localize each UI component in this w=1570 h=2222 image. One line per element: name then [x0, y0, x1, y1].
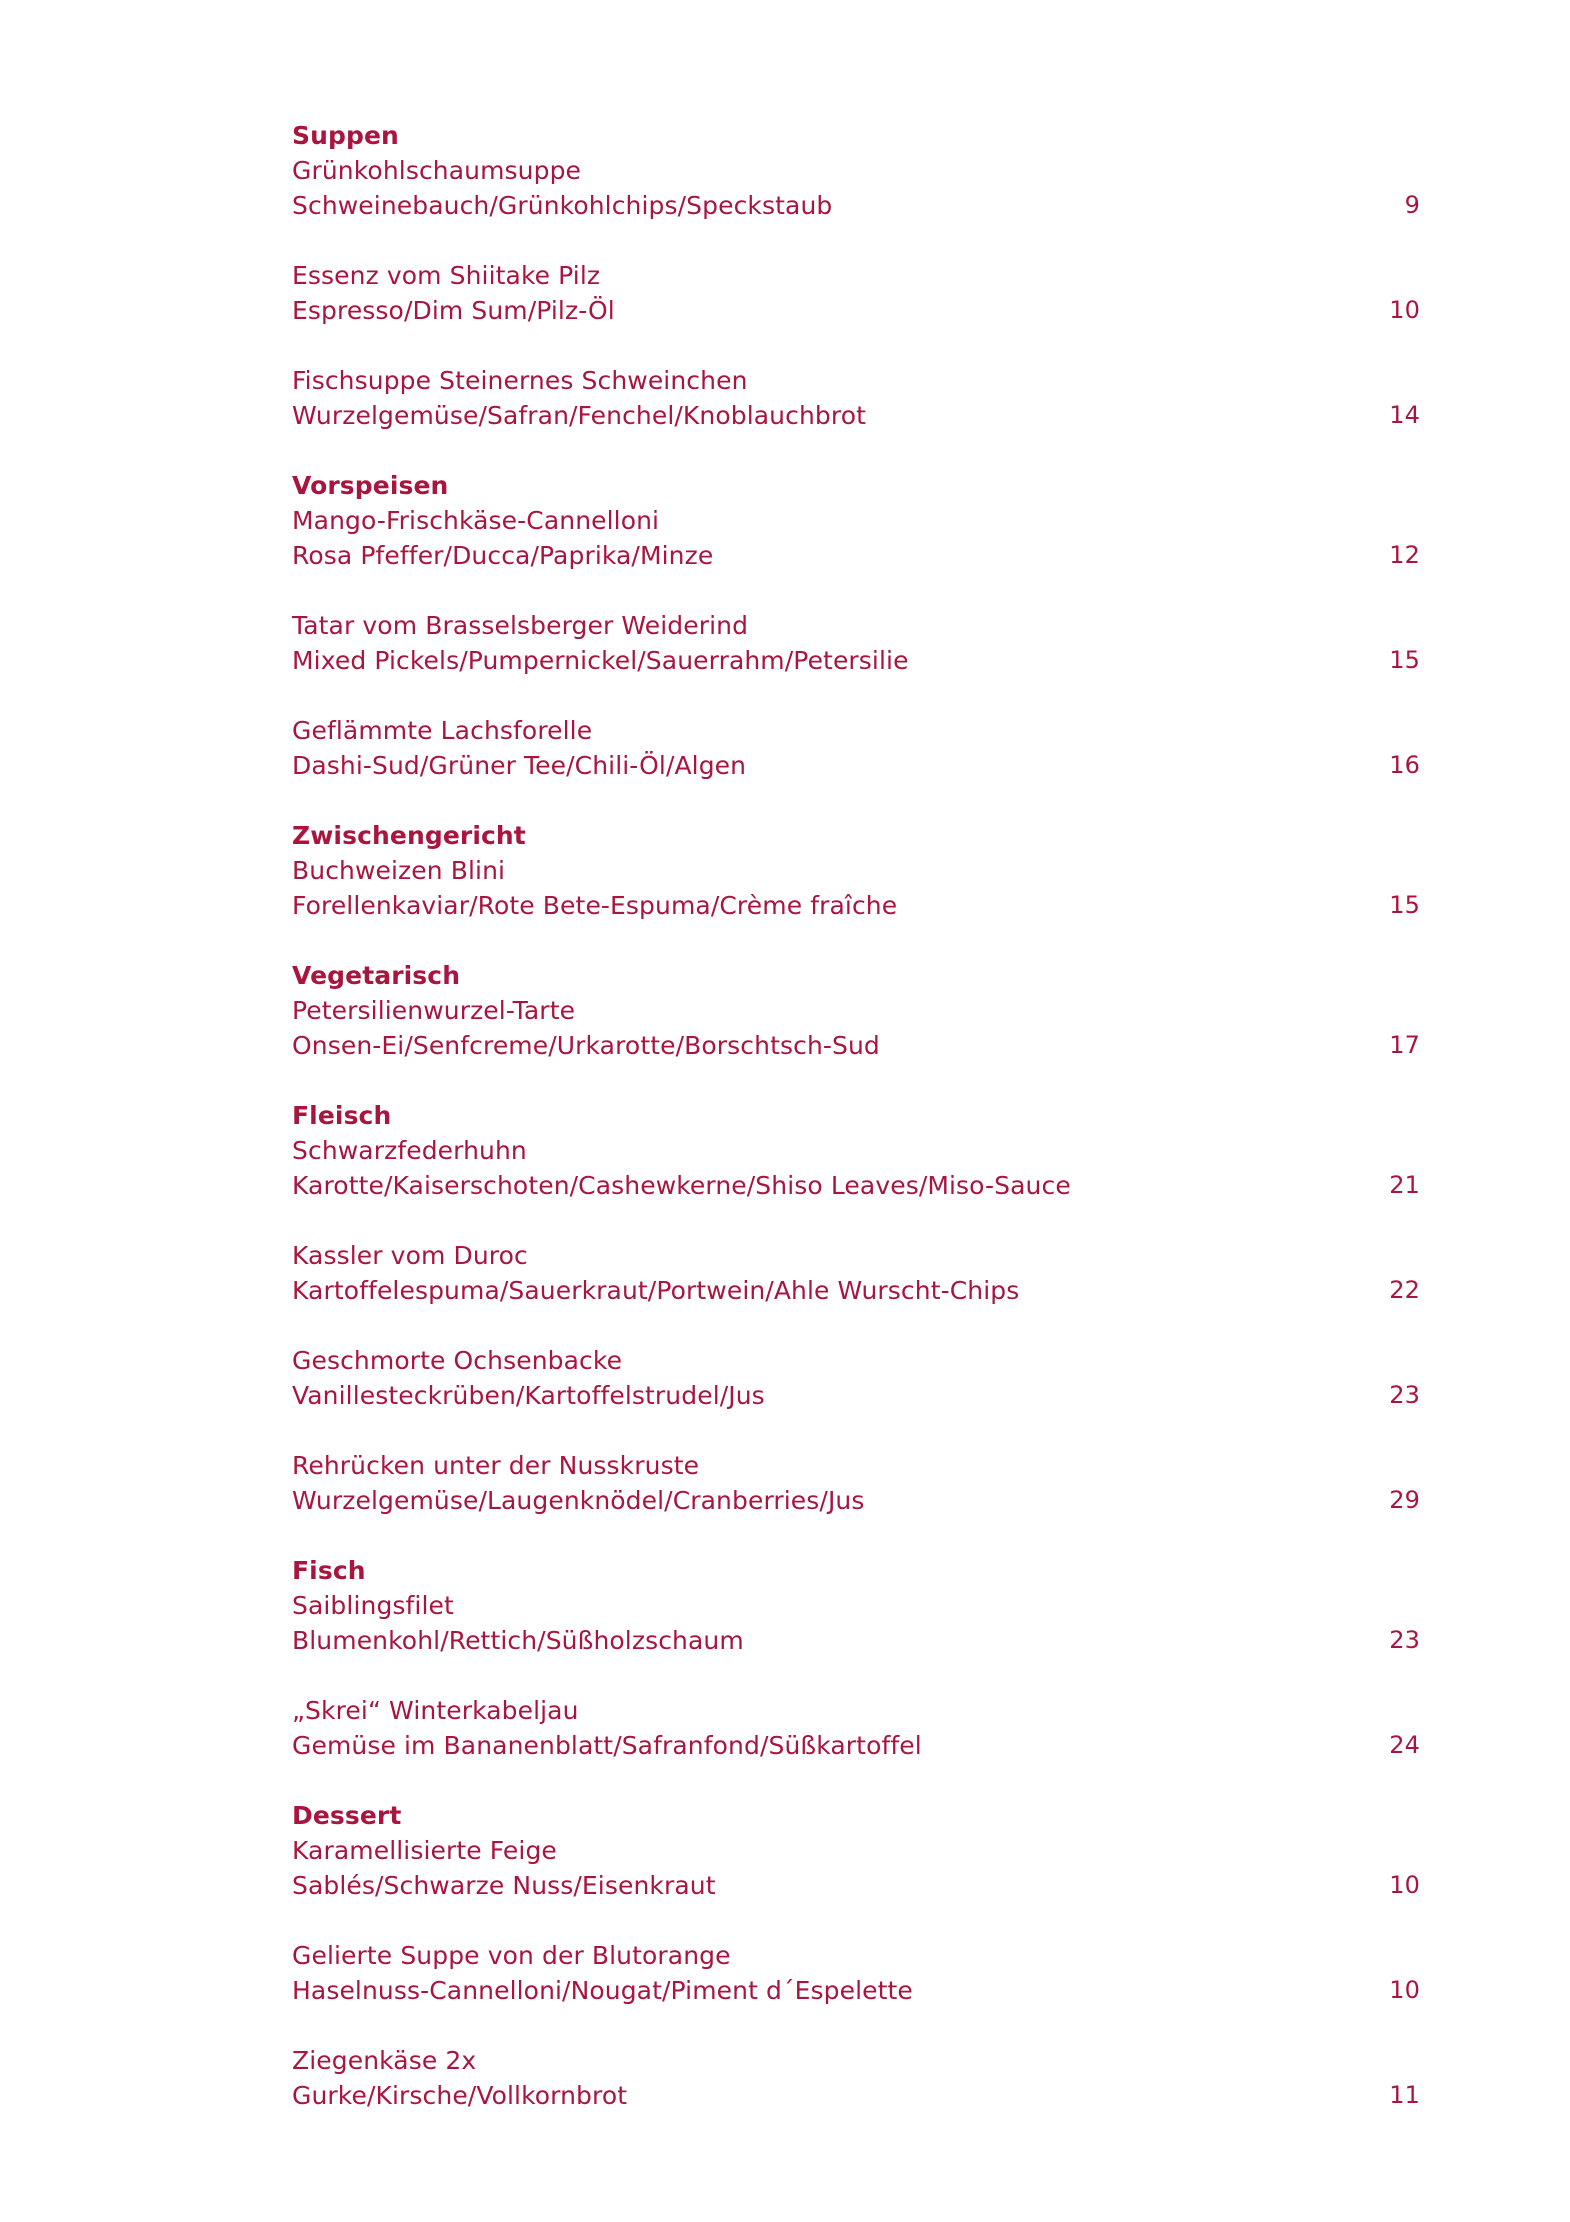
dish — [292, 153, 1420, 223]
menu-section — [292, 1553, 1420, 1763]
section-heading: Vegetarisch — [292, 961, 461, 990]
dish-detail: Espresso/Dim Sum/Pilz-Öl — [292, 296, 615, 325]
menu-section — [292, 1098, 1420, 1518]
dish-detail-row — [292, 1623, 1420, 1658]
dish-detail-row — [292, 1273, 1420, 1308]
section-heading: Fleisch — [292, 1101, 392, 1130]
dish-detail: Wurzelgemüse/Laugenknödel/Cranberries/Jus — [292, 1486, 865, 1515]
dish-detail-row — [292, 748, 1420, 783]
dish-name: „Skrei“ Winterkabeljau — [292, 1696, 579, 1725]
dish — [292, 363, 1420, 433]
dish-price: 21 — [1389, 1171, 1420, 1199]
dish-detail: Kartoffelespuma/Sauerkraut/Portwein/Ahle Wurscht-Chips — [292, 1276, 1020, 1305]
dish — [292, 713, 1420, 783]
dish — [292, 1238, 1420, 1308]
dish-detail: Karotte/Kaiserschoten/Cashewkerne/Shiso Leaves/Miso-Sauce — [292, 1171, 1071, 1200]
dish-price: 11 — [1389, 2081, 1420, 2109]
dish-name: Fischsuppe Steinernes Schweinchen — [292, 366, 748, 395]
dish-name: Gelierte Suppe von der Blutorange — [292, 1941, 731, 1970]
dish-name: Ziegenkäse 2x — [292, 2046, 477, 2075]
dish-price: 29 — [1389, 1486, 1420, 1514]
dish-detail: Haselnuss-Cannelloni/Nougat/Piment d´Espelette — [292, 1976, 913, 2005]
dish-detail: Rosa Pfeffer/Ducca/Paprika/Minze — [292, 541, 714, 570]
dish-price: 9 — [1404, 191, 1420, 219]
dish-detail-row — [292, 398, 1420, 433]
dish-detail-row — [292, 888, 1420, 923]
dish-name: Geflämmte Lachsforelle — [292, 716, 593, 745]
dish — [292, 853, 1420, 923]
dish-detail: Sablés/Schwarze Nuss/Eisenkraut — [292, 1871, 716, 1900]
dish — [292, 1938, 1420, 2008]
dish-name: Karamellisierte Feige — [292, 1836, 557, 1865]
dish — [292, 503, 1420, 573]
dish — [292, 1448, 1420, 1518]
menu-section — [292, 118, 1420, 433]
dish-detail-row — [292, 1028, 1420, 1063]
menu-section — [292, 958, 1420, 1063]
dish-name: Tatar vom Brasselsberger Weiderind — [292, 611, 749, 640]
section-heading: Zwischengericht — [292, 821, 526, 850]
dish-detail-row — [292, 643, 1420, 678]
dish-name: Essenz vom Shiitake Pilz — [292, 261, 601, 290]
dish-name: Grünkohlschaumsuppe — [292, 156, 582, 185]
dish-name: Kassler vom Duroc — [292, 1241, 528, 1270]
dish-name: Geschmorte Ochsenbacke — [292, 1346, 623, 1375]
dish-detail-row — [292, 293, 1420, 328]
dish — [292, 258, 1420, 328]
dish-detail: Gurke/Kirsche/Vollkornbrot — [292, 2081, 628, 2110]
dish-price: 15 — [1389, 891, 1420, 919]
menu-section — [292, 468, 1420, 783]
dish — [292, 1588, 1420, 1658]
dish-name: Rehrücken unter der Nusskruste — [292, 1451, 700, 1480]
dish — [292, 1343, 1420, 1413]
dish-name: Mango-Frischkäse-Cannelloni — [292, 506, 660, 535]
dish-detail: Onsen-Ei/Senfcreme/Urkarotte/Borschtsch-Sud — [292, 1031, 880, 1060]
dish — [292, 2043, 1420, 2113]
menu-section — [292, 818, 1420, 923]
dish-detail-row — [292, 538, 1420, 573]
dish-price: 24 — [1389, 1731, 1420, 1759]
dish-price: 23 — [1389, 1626, 1420, 1654]
dish-detail: Dashi-Sud/Grüner Tee/Chili-Öl/Algen — [292, 751, 747, 780]
dish — [292, 1133, 1420, 1203]
section-heading: Suppen — [292, 121, 399, 150]
dish-detail-row — [292, 2078, 1420, 2113]
dish-price: 10 — [1389, 1871, 1420, 1899]
dish-detail-row — [292, 188, 1420, 223]
dish-price: 14 — [1389, 401, 1420, 429]
dish-name: Buchweizen Blini — [292, 856, 506, 885]
dish-price: 10 — [1389, 1976, 1420, 2004]
section-heading: Dessert — [292, 1801, 402, 1830]
dish-price: 23 — [1389, 1381, 1420, 1409]
dish-detail-row — [292, 1973, 1420, 2008]
dish-detail-row — [292, 1868, 1420, 1903]
dish-price: 15 — [1389, 646, 1420, 674]
dish-detail: Forellenkaviar/Rote Bete-Espuma/Crème fraîche — [292, 891, 898, 920]
dish-detail: Blumenkohl/Rettich/Süßholzschaum — [292, 1626, 744, 1655]
section-heading: Fisch — [292, 1556, 366, 1585]
dish-detail-row — [292, 1728, 1420, 1763]
dish-detail-row — [292, 1483, 1420, 1518]
menu — [292, 118, 1420, 2113]
dish-name: Saiblingsfilet — [292, 1591, 454, 1620]
dish — [292, 1693, 1420, 1763]
dish-detail: Mixed Pickels/Pumpernickel/Sauerrahm/Petersilie — [292, 646, 909, 675]
dish-detail: Gemüse im Bananenblatt/Safranfond/Süßkartoffel — [292, 1731, 922, 1760]
dish-detail: Wurzelgemüse/Safran/Fenchel/Knoblauchbrot — [292, 401, 867, 430]
dish — [292, 1833, 1420, 1903]
dish-name: Petersilienwurzel-Tarte — [292, 996, 576, 1025]
dish-price: 22 — [1389, 1276, 1420, 1304]
section-heading: Vorspeisen — [292, 471, 449, 500]
dish-detail-row — [292, 1168, 1420, 1203]
dish-name: Schwarzfederhuhn — [292, 1136, 527, 1165]
dish-detail: Vanillesteckrüben/Kartoffelstrudel/Jus — [292, 1381, 765, 1410]
dish-price: 12 — [1389, 541, 1420, 569]
dish-detail-row — [292, 1378, 1420, 1413]
dish-detail: Schweinebauch/Grünkohlchips/Speckstaub — [292, 191, 833, 220]
menu-section — [292, 1798, 1420, 2113]
dish-price: 16 — [1389, 751, 1420, 779]
dish — [292, 993, 1420, 1063]
dish-price: 10 — [1389, 296, 1420, 324]
dish — [292, 608, 1420, 678]
dish-price: 17 — [1389, 1031, 1420, 1059]
